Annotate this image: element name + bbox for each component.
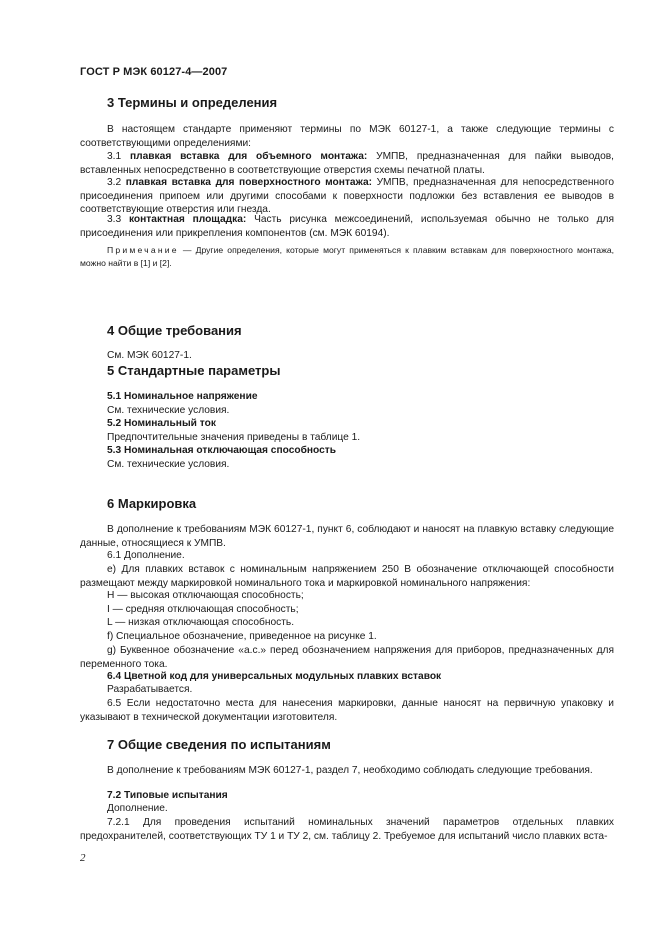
term-3-2-term: плавкая вставка для поверхностного монтажа: [125,177,372,188]
document-header: ГОСТ Р МЭК 60127-4—2007 [80,66,228,78]
term-3-2-number: 3.2 [107,177,126,188]
term-3-3-number: 3.3 [107,214,129,225]
term-3-1 [80,150,614,177]
section-3-title: 3 Термины и определения [107,95,278,110]
subsection-7-2-text: Дополнение. [107,803,168,814]
subsection-6-4-text: Разрабатывается. [107,684,193,695]
section-6-title: 6 Маркировка [107,496,197,511]
item-g: g) Буквенное обозначение «а.с.» перед обозначением напряжения для приборов, предназначенных для переменного тока. [80,645,614,670]
section-3-intro: В настоящем стандарте применяют термины по МЭК 60127-1, а также следующие термины с соответствующими определениями: [80,124,614,149]
section-7-title: 7 Общие сведения по испытаниям [107,737,331,752]
subsection-6-1: 6.1 Дополнение. [107,550,185,561]
section-5-title: 5 Стандартные параметры [107,363,281,378]
code-l: L — низкая отключающая способность. [107,617,295,628]
term-3-2 [80,176,614,217]
section-6-intro: В дополнение к требованиям МЭК 60127-1, пункт 6, соблюдают и наносят на плавкую вставку следующие данные, относящиеся к УМПВ. [80,524,614,549]
subsection-5-2-title: 5.2 Номинальный ток [107,418,216,429]
subsection-5-1-title: 5.1 Номинальное напряжение [107,391,258,402]
term-3-2-definition: УМПВ, предназначенная для непосредственного присоединения припоем или другими способами к поверхности подложки без вставления ее выводов в соответствующие отверстия или гнезда. [80,177,614,216]
subsection-7-2-1: 7.2.1 Для проведения испытаний номинальных значений параметров отдельных плавких предохранителей, соответствующих ТУ 1 и ТУ 2, см. таблицу 2. Требуемое для испытаний число плавких вста- [80,817,614,842]
term-3-3-definition: Часть рисунка межсоединений, используемая обычно не только для присоединения или прикрепления компонентов (см. МЭК 60194). [80,214,615,239]
item-e: е) Для плавких вставок с номинальным напряжением 250 В обозначение отключающей способности размещают между маркировкой номинального тока и маркировкой номинального напряжения: [80,564,614,589]
code-h: Н — высокая отключающая способность; [107,590,304,601]
section-4-text: См. МЭК 60127-1. [107,350,192,361]
note [80,244,614,269]
subsection-5-3-text: См. технические условия. [107,459,230,470]
term-3-3 [80,213,614,240]
subsection-5-1-text: См. технические условия. [107,405,230,416]
code-i: I — средняя отключающая способность; [107,604,299,615]
term-3-3-term: контактная площадка: [128,214,247,225]
page-number: 2 [80,852,86,864]
term-3-1-term: плавкая вставка для объемного монтажа: [130,151,368,162]
item-f: f) Специальное обозначение, приведенное на рисунке 1. [107,631,377,642]
subsection-7-2-title: 7.2 Типовые испытания [107,790,228,801]
note-text: — Другие определения, которые могут применяться к плавким вставкам для поверхностного монтажа, можно найти в [1] и [2]. [80,245,614,268]
subsection-6-5: 6.5 Если недостаточно места для нанесения маркировки, данные наносят на первичную упаковку и указывают в технической документации изготовителя. [80,698,614,723]
note-label: Примечание [107,245,179,255]
subsection-5-3-title: 5.3 Номинальная отключающая способность [107,445,337,456]
term-3-1-number: 3.1 [107,151,130,162]
section-7-intro: В дополнение к требованиям МЭК 60127-1, раздел 7, необходимо соблюдать следующие требования. [107,765,593,776]
subsection-6-4-title: 6.4 Цветной код для универсальных модульных плавких вставок [107,671,442,682]
section-4-title: 4 Общие требования [107,323,242,338]
subsection-5-2-text: Предпочтительные значения приведены в таблице 1. [107,432,361,443]
term-3-1-definition: УМПВ, предназначенная для пайки выводов, вставленных непосредственно в соответствующие отверстия схемы печатной платы. [80,151,614,176]
